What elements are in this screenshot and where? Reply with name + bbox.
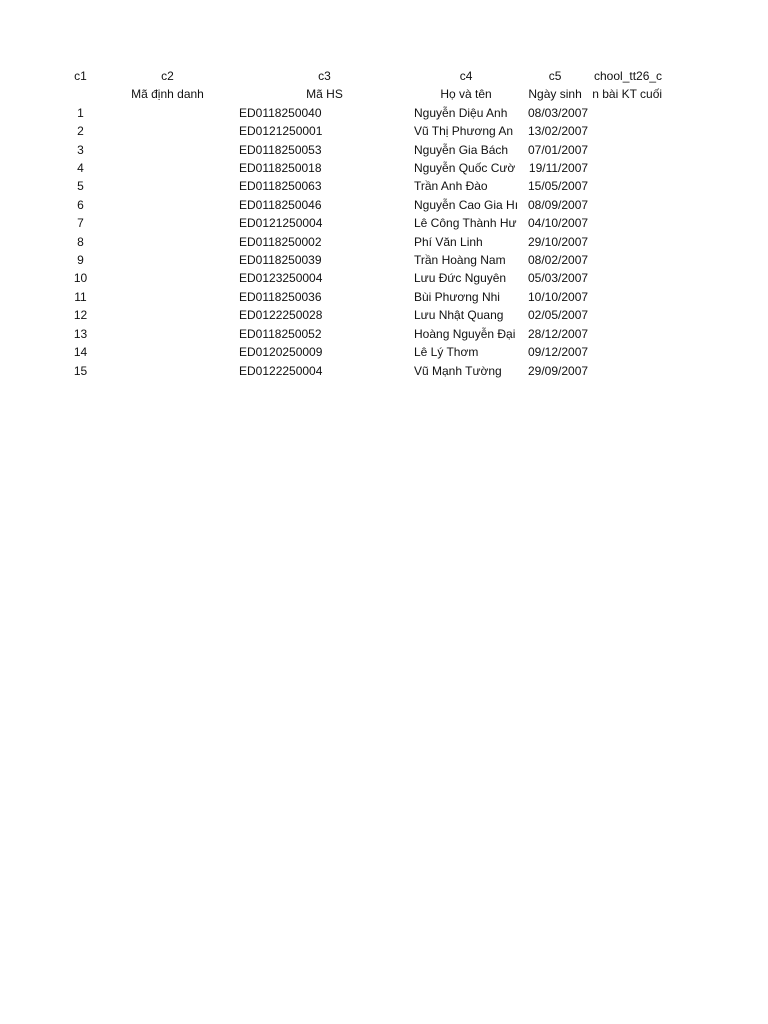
stt-cell[interactable]: 8 [77, 234, 84, 249]
stt-cell[interactable]: 12 [73, 308, 88, 323]
ma-hs-cell[interactable]: ED0118250040 [239, 105, 322, 120]
name-cell[interactable]: Lê Lý Thơm [414, 345, 479, 360]
code-cell-c3[interactable]: c3 [318, 69, 331, 83]
header-cell-ngay-sinh[interactable]: Ngày sinh [528, 87, 582, 102]
ma-hs-cell[interactable]: ED0122250028 [239, 308, 323, 323]
ma-hs-cell[interactable]: ED0118250036 [239, 289, 322, 304]
ma-dinh-danh-cell[interactable] [98, 251, 237, 269]
stt-cell[interactable]: 2 [77, 124, 84, 139]
header-cell-stt[interactable] [63, 85, 98, 103]
code-row [63, 67, 664, 85]
stt-cell[interactable]: 9 [77, 253, 84, 268]
stt-cell[interactable]: 14 [73, 345, 88, 360]
name-cell[interactable]: Bùi Phương Nhi [414, 289, 500, 304]
ma-dinh-danh-cell[interactable] [98, 343, 237, 361]
stt-cell[interactable]: 7 [77, 216, 84, 231]
code-cell-c5[interactable]: c5 [548, 69, 562, 83]
table-row [63, 141, 664, 159]
table-row [63, 288, 664, 306]
table-row [63, 196, 664, 214]
stt-cell[interactable]: 13 [73, 326, 88, 341]
stt-cell[interactable]: 5 [77, 179, 84, 194]
bai-kt-cell[interactable] [590, 196, 664, 214]
bai-kt-cell[interactable] [590, 214, 664, 232]
name-cell[interactable]: Phí Văn Linh [414, 234, 483, 249]
ma-hs-cell[interactable]: ED0121250001 [239, 124, 323, 139]
header-cell-ho-va-ten[interactable]: Họ và tên [440, 87, 492, 102]
bai-kt-cell[interactable] [590, 306, 664, 324]
bai-kt-cell[interactable] [590, 233, 664, 251]
ma-dinh-danh-cell[interactable] [98, 288, 237, 306]
code-cell-c6-text: chool_tt26_c [594, 69, 663, 83]
name-cell[interactable]: Hoàng Nguyễn Đại [414, 326, 516, 341]
dob-cell[interactable]: 07/01/2007 [528, 142, 589, 157]
ma-dinh-danh-cell[interactable] [98, 325, 237, 343]
ma-dinh-danh-cell[interactable] [98, 233, 237, 251]
code-cell-c4[interactable]: c4 [459, 69, 473, 83]
stt-cell[interactable]: 1 [77, 105, 84, 120]
ma-dinh-danh-cell[interactable] [98, 306, 237, 324]
ma-dinh-danh-cell[interactable] [98, 104, 237, 122]
table-row [63, 362, 664, 380]
header-cell-ma-dinh-danh[interactable]: Mã định danh [131, 87, 204, 102]
stt-cell[interactable]: 6 [77, 197, 84, 212]
ma-hs-cell[interactable]: ED0123250004 [239, 271, 323, 286]
dob-cell[interactable]: 15/05/2007 [528, 179, 589, 194]
name-cell[interactable]: Nguyễn Cao Gia Hı [414, 197, 519, 212]
ma-dinh-danh-cell[interactable] [98, 269, 237, 287]
ma-dinh-danh-cell[interactable] [98, 362, 237, 380]
table-row [63, 122, 664, 140]
code-cell-c1[interactable]: c1 [74, 69, 87, 83]
ma-hs-cell[interactable]: ED0118250063 [239, 179, 322, 194]
stt-cell[interactable]: 11 [74, 289, 87, 304]
dob-cell[interactable]: 28/12/2007 [528, 326, 589, 341]
dob-cell[interactable]: 09/12/2007 [528, 345, 589, 360]
student-table-body [63, 67, 664, 380]
ma-dinh-danh-cell[interactable] [98, 122, 237, 140]
dob-cell[interactable]: 08/03/2007 [528, 105, 589, 120]
bai-kt-cell[interactable] [590, 288, 664, 306]
name-cell[interactable]: Nguyễn Diệu Anh [414, 105, 508, 120]
name-cell[interactable]: Trần Anh Đào [414, 179, 488, 194]
ma-hs-cell[interactable]: ED0120250009 [239, 345, 323, 360]
bai-kt-cell[interactable] [590, 251, 664, 269]
dob-cell[interactable]: 29/10/2007 [528, 234, 589, 249]
stt-cell[interactable]: 4 [77, 161, 84, 176]
ma-dinh-danh-cell[interactable] [98, 214, 237, 232]
table-row [63, 233, 664, 251]
bai-kt-cell[interactable] [590, 362, 664, 380]
header-cell-ma-hs[interactable]: Mã HS [306, 87, 343, 102]
bai-kt-cell[interactable] [590, 269, 664, 287]
ma-hs-cell[interactable]: ED0121250004 [239, 216, 323, 231]
header-row [63, 85, 664, 103]
ma-hs-cell[interactable]: ED0118250018 [239, 161, 322, 176]
bai-kt-cell[interactable] [590, 343, 664, 361]
header-cell-bai-kt-cuoi-text: n bài KT cuối [592, 87, 663, 102]
code-cell-c6[interactable] [590, 67, 664, 85]
name-cell[interactable]: Nguyễn Quốc Cườ [414, 161, 516, 176]
table-row [63, 325, 664, 343]
name-cell[interactable]: Lê Công Thành Hư [414, 216, 517, 231]
table-row [63, 343, 664, 361]
table-row [63, 306, 664, 324]
bai-kt-cell[interactable] [590, 177, 664, 195]
ma-hs-cell[interactable]: ED0118250046 [239, 197, 322, 212]
code-cell-c2[interactable]: c2 [161, 69, 174, 83]
name-cell[interactable]: Vũ Thị Phương An [414, 124, 514, 139]
name-cell[interactable]: Lưu Nhật Quang [414, 308, 504, 323]
header-cell-bai-kt-cuoi[interactable] [590, 85, 664, 103]
dob-cell[interactable]: 10/10/2007 [528, 289, 589, 304]
bai-kt-cell[interactable] [590, 141, 664, 159]
bai-kt-cell[interactable] [590, 159, 664, 177]
stt-cell[interactable]: 10 [73, 271, 88, 286]
dob-cell[interactable]: 04/10/2007 [528, 216, 589, 231]
stt-cell[interactable]: 15 [73, 363, 88, 378]
dob-cell[interactable]: 29/09/2007 [528, 363, 589, 378]
ma-hs-cell[interactable]: ED0118250052 [239, 326, 322, 341]
table-row [63, 214, 664, 232]
ma-dinh-danh-cell[interactable] [98, 177, 237, 195]
ma-hs-cell[interactable]: ED0118250002 [239, 234, 322, 249]
table-row [63, 251, 664, 269]
name-cell[interactable]: Vũ Mạnh Tường [414, 363, 502, 378]
table-row [63, 159, 664, 177]
dob-cell[interactable]: 08/02/2007 [528, 253, 589, 268]
table-row [63, 269, 664, 287]
ma-dinh-danh-cell[interactable] [98, 159, 237, 177]
student-table [63, 67, 664, 380]
table-row [63, 104, 664, 122]
ma-hs-cell[interactable]: ED0122250004 [239, 363, 323, 378]
stt-cell[interactable]: 3 [77, 142, 84, 157]
dob-cell[interactable]: 05/03/2007 [528, 271, 589, 286]
ma-dinh-danh-cell[interactable] [98, 141, 237, 159]
bai-kt-cell[interactable] [590, 325, 664, 343]
bai-kt-cell[interactable] [590, 104, 664, 122]
name-cell[interactable]: Trần Hoàng Nam [414, 253, 506, 268]
dob-cell[interactable]: 02/05/2007 [528, 308, 589, 323]
dob-cell[interactable]: 08/09/2007 [528, 197, 589, 212]
dob-cell[interactable]: 19/11/2007 [528, 161, 589, 176]
table-row [63, 177, 664, 195]
ma-dinh-danh-cell[interactable] [98, 196, 237, 214]
ma-hs-cell[interactable]: ED0118250039 [239, 253, 322, 268]
dob-cell[interactable]: 13/02/2007 [528, 124, 589, 139]
name-cell[interactable]: Lưu Đức Nguyên [414, 271, 507, 286]
ma-hs-cell[interactable]: ED0118250053 [239, 142, 322, 157]
name-cell[interactable]: Nguyễn Gia Bách [414, 142, 509, 157]
bai-kt-cell[interactable] [590, 122, 664, 140]
